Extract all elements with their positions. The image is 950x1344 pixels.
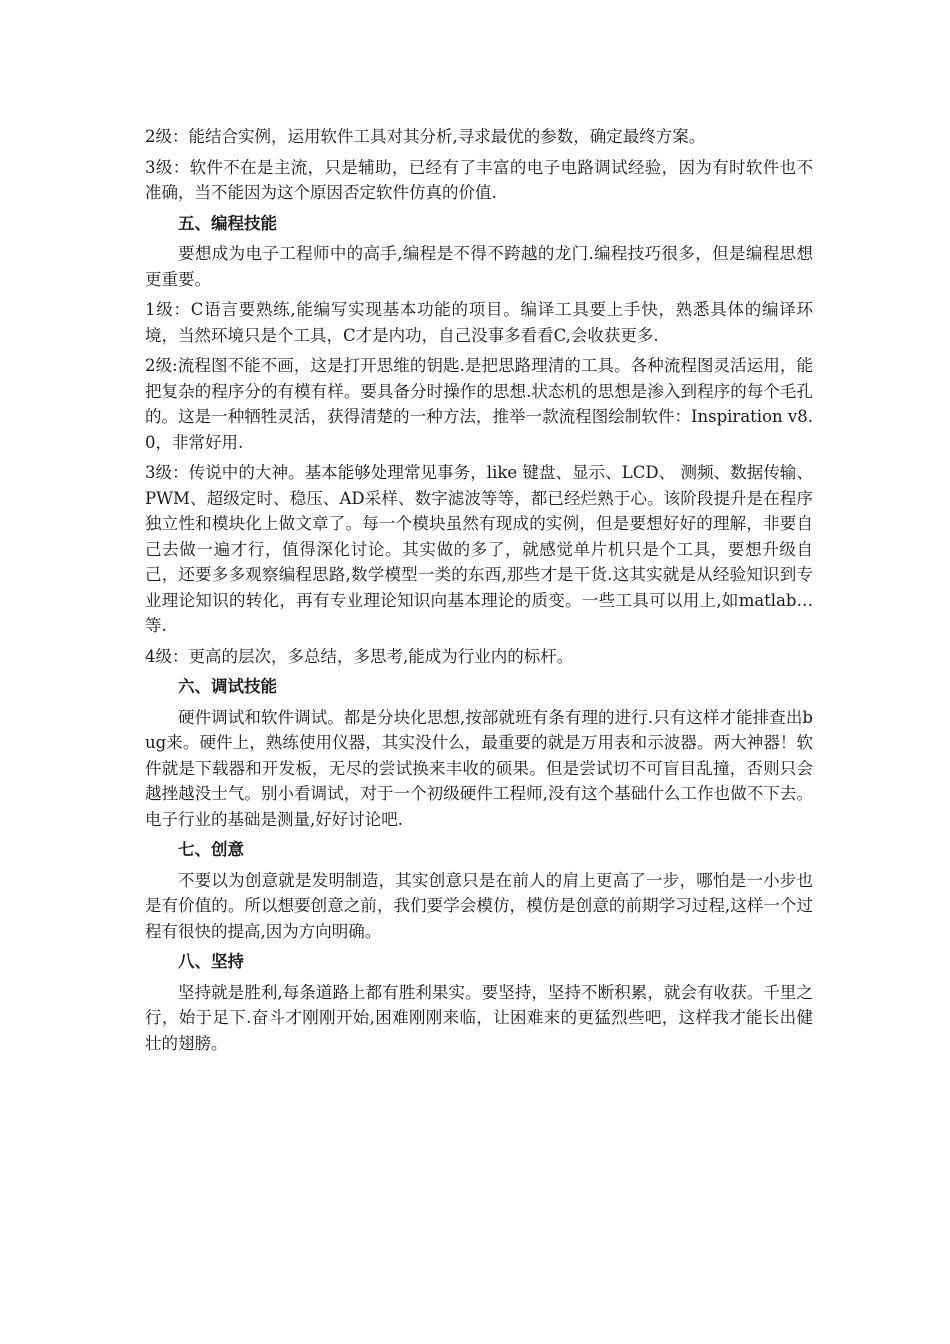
paragraph-level-3-software: 3级：软件不在是主流，只是辅助，已经有了丰富的电子电路调试经验，因为有时软件也不准确，当不能因为这个原因否定软件仿真的价值. <box>145 157 813 202</box>
document-body <box>145 124 813 1061</box>
section-heading-programming: 五、编程技能 <box>178 213 277 233</box>
paragraph-level-2-software: 2级：能结合实例，运用软件工具对其分析,寻求最优的参数，确定最终方案。 <box>145 127 706 146</box>
section-heading-persistence: 八、坚持 <box>178 952 244 971</box>
section-heading-debugging: 六、调试技能 <box>178 677 277 696</box>
paragraph-programming-level-2: 2级:流程图不能不画，这是打开思维的钥匙.是把思路理清的工具。各种流程图灵活运用，能把复杂的程序分的有模有样。要具备分时操作的思想.状态机的思想是渗入到程序的每个毛孔的。这是一种牺牲灵活，获得清楚的一种方法，推举一款流程图绘制软件：Inspiration v8.0，非常好用. <box>145 356 813 452</box>
paragraph-programming-level-1: 1级：C语言要熟练,能编写实现基本功能的项目。编译工具要上手快，熟悉具体的编译环境，当然环境只是个工具，C才是内功，自己没事多看看C,会收获更多. <box>145 300 813 345</box>
paragraph-programming-intro: 要想成为电子工程师中的高手,编程是不得不跨越的龙门.编程技巧很多，但是编程思想更重要。 <box>145 244 813 289</box>
paragraph-programming-level-4: 4级：更高的层次，多总结，多思考,能成为行业内的标杆。 <box>145 646 574 666</box>
paragraph-debugging: 硬件调试和软件调试。都是分块化思想,按部就班有条有理的进行.只有这样才能排查出bug来。硬件上，熟练使用仪器，其实没什么，最重要的就是万用表和示波器。两大神器！软件就是下载器和开发板，无尽的尝试换来丰收的硕果。但是尝试切不可盲目乱撞，否则只会越挫越没士气。别小看调试，对于一个初级硬件工程师,没有这个基础什么工作也做不下去。电子行业的基础是测量,好好讨论吧. <box>145 707 813 829</box>
paragraph-programming-level-3: 3级：传说中的大神。基本能够处理常见事务，like 键盘、显示、LCD、 测频、数据传输、PWM、超级定时、稳压、AD采样、数字滤波等等，都已经烂熟于心。该阶段提升是在程序独立性和模块化上做文章了。每一个模块虽然有现成的实例，但是要想好好的理解，非要自己去做一遍才行，值得深化讨论。其实做的多了，就感觉单片机只是个工具，要想升级自己，还要多多观察编程思路,数学模型一类的东西,那些才是干货.这其实就是从经验知识到专业理论知识的转化，再有专业理论知识向基本理论的质变。一些工具可以用上,如matlab…等. <box>145 463 813 635</box>
paragraph-persistence: 坚持就是胜利,每条道路上都有胜利果实。要坚持，坚持不断积累，就会有收获。千里之行，始于足下.奋斗才刚刚开始,困难刚刚来临，让困难来的更猛烈些吧，这样我才能长出健壮的翅膀。 <box>145 982 813 1053</box>
section-heading-creativity: 七、创意 <box>178 840 244 859</box>
paragraph-creativity: 不要以为创意就是发明制造，其实创意只是在前人的肩上更高了一步，哪怕是一小步也是有价值的。所以想要创意之前，我们要学会模仿，模仿是创意的前期学习过程,这样一个过程有很快的提高,因为方向明确。 <box>145 870 813 941</box>
